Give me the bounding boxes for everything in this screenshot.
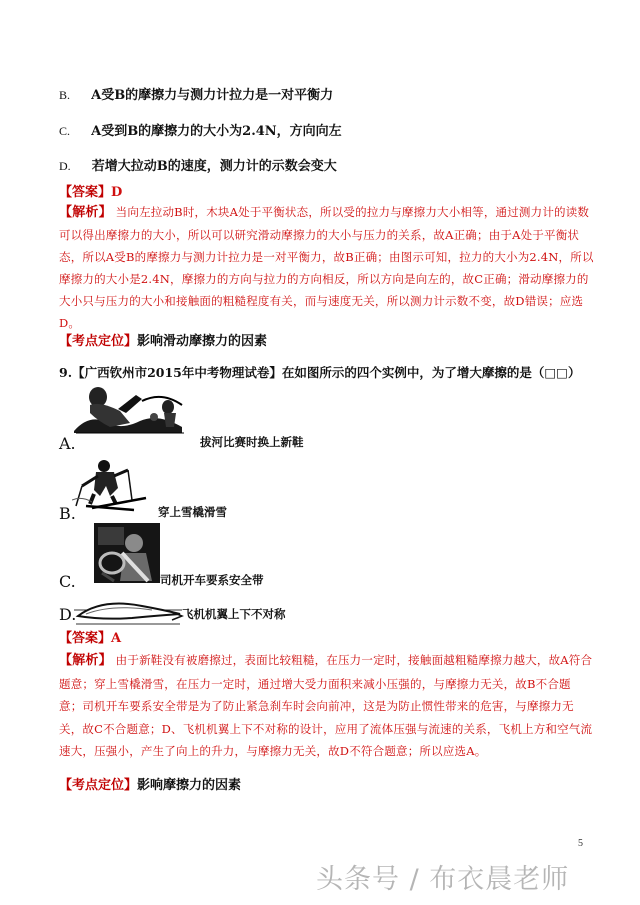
option-text: A受B的摩擦力与测力计拉力是一对平衡力 (91, 88, 334, 103)
key-point-line (59, 774, 241, 793)
option-c-caption: 司机开车要系安全带 (160, 573, 264, 587)
analysis-paragraph (59, 649, 594, 763)
option-d-caption: 飞机机翼上下不对称 (182, 607, 286, 621)
option-d-letter: D. (59, 605, 77, 624)
option-c-letter: C. (59, 572, 76, 591)
option-a-caption: 拔河比赛时换上新鞋 (200, 435, 304, 449)
option-b-row (59, 84, 333, 103)
airplane-wing-picture (72, 594, 184, 628)
option-letter: B. (59, 88, 71, 102)
option-text: A受到B的摩擦力的大小为2.4N，方向向左 (91, 124, 342, 139)
key-point-label: 【考点定位】 (59, 334, 138, 349)
question-number: 9. (59, 365, 73, 380)
answer-label: 【答案】 (59, 185, 112, 200)
question-text: 在如图所示的四个实例中，为了增大摩擦的是（□□） (281, 365, 581, 380)
option-a-letter: A. (59, 434, 76, 453)
skier-picture (72, 456, 152, 512)
key-point-text: 影响摩擦力的因素 (137, 778, 242, 793)
analysis-text: 当向左拉动B时，木块A处于平衡状态，所以受的拉力与摩擦力大小相等，通过测力计的读数可以得出摩擦力的大小，所以可以研究滑动摩擦力的大小与压力的关系，故A正确；由于A处于平衡状态，所以A受B的摩擦力与测力计拉力是一对平衡力，故B正确；由图示可知，拉力的大小为2.4N，所以摩擦力的大小是2.4N，摩擦力的方向与拉力的方向相反，所以方向是向左的，故C正确；滑动摩擦力的大小只与压力的大小和接触面的粗糙程度有关，而与速度无关，所以测力计示数不变，故D错误；应选D。 (59, 205, 594, 330)
option-c-row (59, 120, 342, 139)
option-letter: D. (59, 159, 71, 173)
answer-value: D (111, 185, 123, 200)
watermark: 头条号 / 布衣晨老师 (316, 864, 570, 895)
option-letter: C. (59, 124, 71, 138)
page-number: 5 (578, 838, 583, 849)
analysis-label: 【解析】 (59, 205, 112, 220)
analysis-paragraph (59, 201, 599, 334)
answer-value: A (111, 631, 122, 646)
key-point-text: 影响滑动摩擦力的因素 (137, 334, 268, 349)
analysis-label: 【解析】 (59, 653, 112, 668)
question-source: 【广西钦州市2015年中考物理试卷】 (72, 365, 282, 380)
analysis-text: 由于新鞋没有被磨擦过，表面比较粗糙，在压力一定时，接触面越粗糙摩擦力越大，故A符合题意；穿上雪橇滑雪，在压力一定时，通过增大受力面积来减小压强的，与摩擦力无关，故B不合题意；司机开车要系安全带是为了防止紧急刹车时会向前冲，这是为防止惯性带来的危害，与摩擦力无关，故C不合题意；D、飞机机翼上下不对称的设计，应用了流体压强与流速的关系，飞机上方和空气流速大，压强小，产生了向上的升力，与摩擦力无关，故D不符合题意；所以应选A。 (59, 653, 593, 758)
key-point-line (59, 330, 267, 349)
seatbelt-driver-picture (94, 523, 160, 583)
option-b-letter: B. (59, 504, 76, 523)
answer-line (59, 627, 121, 646)
question-9-stem (59, 362, 580, 381)
option-b-caption: 穿上雪橇滑雪 (158, 505, 227, 519)
tug-of-war-picture (70, 383, 190, 435)
answer-label: 【答案】 (59, 631, 112, 646)
option-text: 若增大拉动B的速度，测力计的示数会变大 (91, 159, 337, 174)
option-d-row (59, 155, 337, 174)
answer-line (59, 181, 122, 200)
key-point-label: 【考点定位】 (59, 778, 138, 793)
